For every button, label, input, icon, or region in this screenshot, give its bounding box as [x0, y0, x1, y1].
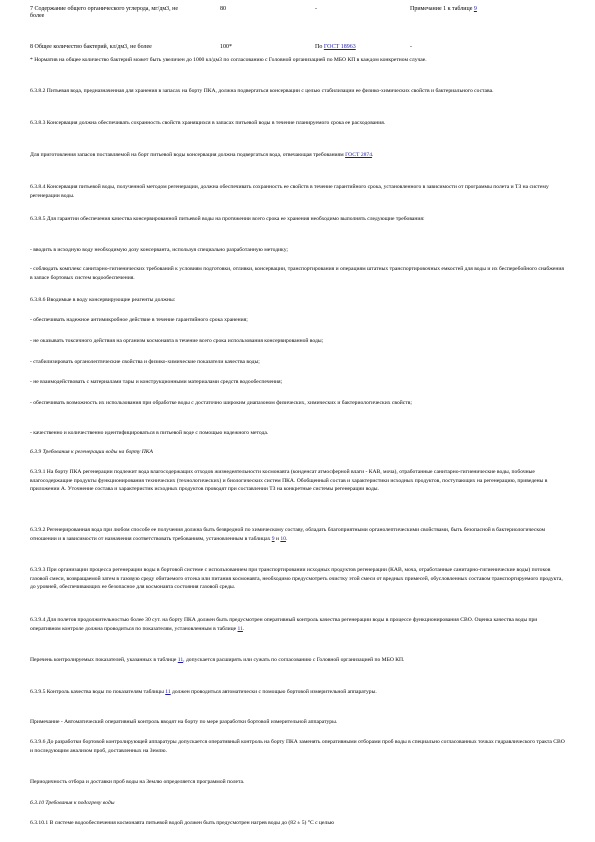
table-link[interactable]: 10	[280, 535, 286, 542]
paragraph: 6.3.10.1 В системе водообеспечения космонавта питьевой водой должен быть предусмотрен нагрев воды до (82 ± 5) °С с целью	[30, 820, 335, 826]
paragraph-text: и	[274, 535, 281, 542]
list-item: - не взаимодействовать с материалами тары и конструкционными материалами средств водообеспечения;	[30, 379, 283, 385]
document-page	[30, 6, 570, 826]
paragraph: 6.3.9.1 На борту ПКА регенерации подлежит вода влагосодержащих отходов жизнедеятельности космонавта (конденсат атмосферной влаги - КАВ, моча), отработанные санитарно-гигиенические воды, побочные влагосодержащие продукты функционирования технических (технологических) и биологических систем ПКА. Обобщенный состав и характеристики исходных продуктов, поступающих на регенерацию, приведены в приложении А. Уточнение состава и характеристик исходных продуктов проводят при составлении ТЗ на конкретные системы регенерации воды.	[30, 469, 548, 493]
paragraph	[30, 688, 566, 697]
table-link[interactable]: 9	[271, 535, 275, 542]
section-heading: 6.3.10 Требования к подогреву воды	[30, 800, 115, 806]
paragraph: 6.3.9.3 При организации процесса регенерации воды в бортовой системе с использованием при транспортировании исходных продуктов регенерации (КАВ, моча, отработанные санитарно-гигиенические воды) потоков газовой смеси, возвращаемой затем в газовую среду обитаемого отсека или питания космонавта, необходимо предусмотреть очистку этой смеси от вредных примесей, обусловленных составом транспортируемого продукта, до уровней, обеспечивающих ее безопасное для космонавта состояния газовой среды.	[30, 567, 563, 591]
table-link[interactable]: 11	[237, 625, 243, 632]
table-link[interactable]: 11	[165, 689, 171, 695]
section-heading: 6.3.9 Требования к регенерации воды на борту ПКА	[30, 449, 153, 455]
paragraph-text: Для приготовления запасов поставляемой на борт питьевой воды консервация должна подвергаться вода, отвечающая требованиям	[30, 152, 346, 158]
paragraph-text: 6.3.9.5 Контроль качества воды по показателям таблицы	[30, 689, 166, 695]
paragraph	[30, 151, 566, 160]
paragraph: 6.3.8.6 Вводимые в воду консервирующие реагенты должны:	[30, 297, 176, 303]
list-item: - обеспечивать возможность их использования при обработке воды с достаточно широким диапазоном физических, химических и бактериологических свойств;	[30, 400, 412, 406]
paragraph: Периодичность отбора и доставки проб воды на Землю определяется программой полета.	[30, 779, 245, 785]
table-cell-value: 80	[220, 6, 226, 12]
paragraph: 6.3.8.3 Консервация должна обеспечивать сохранность свойств хранящихся в запасах питьевой воды в течение планируемого срока ее расходования.	[30, 120, 386, 126]
list-item: - соблюдать комплекс санитарно-гигиенических требований к условиям подготовки, отливки, консервации, транспортирования и операциям штатных транспортировочных емкостей для воды и их бесперебойного снабжения в запасе бортовых систем водообеспечения.	[30, 266, 564, 281]
paragraph	[30, 656, 566, 665]
list-item: - вводить в исходную воду необходимую дозу консерванта, используя специально разработанную методику;	[30, 247, 288, 253]
paragraph-text: .	[285, 535, 288, 542]
paragraph-text: должен проводиться автоматически с помощью бортовой измерительной аппаратуры.	[170, 689, 377, 695]
paragraph	[30, 526, 566, 543]
list-item: - качественно и количественно идентифицироваться в питьевой воде с помощью надежного метода.	[30, 430, 269, 436]
gost-link[interactable]: ГОСТ 2874	[345, 152, 373, 158]
paragraph: 6.3.8.2 Питьевая вода, предназначенная для хранения в запасах на борту ПКА, должна подвергаться консервации с целью стабилизации ее физико-химических свойств и бактериального состава.	[30, 88, 494, 94]
table-cell-value: 100*	[220, 44, 232, 50]
table-cell-method	[315, 44, 356, 51]
gost-link[interactable]: ГОСТ 18963	[323, 44, 356, 50]
list-item: - стабилизировать органолептические свойства и физико-химические показатели качества воды;	[30, 359, 260, 365]
paragraph: 6.3.9.6 До разработки бортовой контролирующей аппаратуры допускается оперативный контроль на борту ПКА заменять оперативными отборами проб воды в специально согласованных точках гидравлического тракта СВО и последующим анализом проб, доставленных на Землю.	[30, 739, 565, 754]
paragraph: 6.3.8.4 Консервация питьевой воды, полученной методом регенерации, должна обеспечивать сохранность ее свойств в течение гарантийного срока, установленного в зависимости от программы полета и ТЗ на систему регенерации воды.	[30, 184, 549, 199]
paragraph	[30, 616, 566, 633]
paragraph-text: 6.3.9.2 Регенерированная вода при любом способе ее получения должна быть безвредной по химическому составу, обладать благоприятными органолептическими свойствами, быть безопасной в бактериологическом отношении и в зависимости от назначения соответствовать требованиям, установленным в таблицах	[30, 527, 546, 542]
method-prefix: По	[315, 44, 324, 50]
table-link[interactable]: 9	[473, 6, 477, 12]
table-cell-note	[410, 6, 477, 13]
paragraph-text: , допускается расширять или сужать по согласованию с Головной организацией по МБО КП.	[183, 657, 405, 663]
table-link[interactable]: 11	[177, 657, 184, 663]
note-text: Примечание 1 к таблице	[410, 6, 474, 12]
table-row	[30, 6, 570, 20]
paragraph: 6.3.8.5 Для гарантии обеспечения качества консервированной питьевой воды на протяжении всего срока ее хранения необходимо выполнять следующие требования:	[30, 216, 425, 222]
table-cell-note: -	[410, 44, 412, 50]
list-item: - не оказывать токсичного действия на организм космонавта в течение всего срока использования консервированной воды;	[30, 338, 324, 344]
paragraph-text: .	[242, 625, 245, 632]
table-cell-name: 8 Общее количество бактерий, кл/дм3, не более	[30, 44, 152, 50]
paragraph-text: Перечень контролируемых показателей, указанных в таблице	[30, 657, 178, 663]
table-footnote: * Норматив на общее количество бактерий может быть увеличен до 1000 кл/дм3 по согласованию с Головной организацией по МБО КП в каждом конкретном случае.	[30, 57, 427, 63]
paragraph-text: .	[372, 152, 374, 158]
list-item: - обеспечивать надежное антимикробное действие в течение гарантийного срока хранения;	[30, 317, 248, 323]
paragraph-text: 6.3.9.4 Для полетов продолжительностью более 30 сут. на борту ПКА должен быть предусмотрен оперативный контроль качества регенерации воды в процессе функционирования СВО. Оценка качества воды при оперативном контроле должна проводиться по показателям, установленным в таблице	[30, 617, 538, 632]
table-cell-method: -	[315, 6, 317, 12]
table-cell-name: 7 Содержание общего органического углерода, мг/дм3, не более	[30, 6, 179, 19]
note: Примечание - Автоматический оперативный контроль вводят на борту по мере разработки бортовой измерительной аппаратуры.	[30, 719, 338, 725]
